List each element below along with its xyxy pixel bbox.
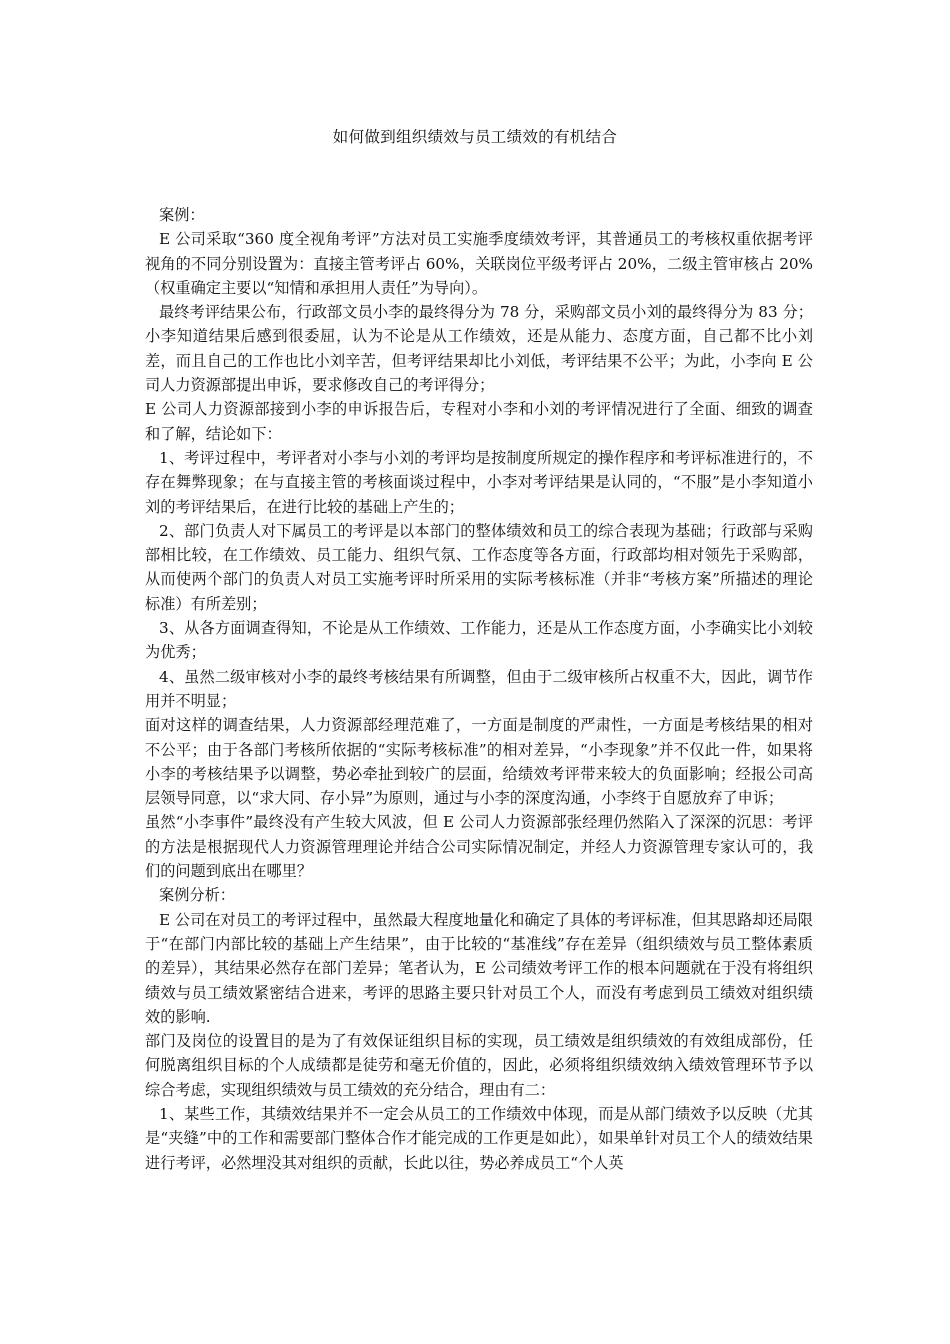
paragraph: E 公司采取“360 度全视角考评”方法对员工实施季度绩效考评，其普通员工的考核权重依据考评视角的不同分别设置为：直接主管考评占 60%，关联岗位平级考评占 20%，二级主管审核占 20%（权重确定主要以“知情和承担用人责任”为导向）。: [145, 230, 813, 297]
document-body: [145, 203, 813, 1175]
list-item: 1、考评过程中，考评者对小李与小刘的考评均是按制度所规定的操作程序和考评标准进行的，不存在舞弊现象；在与直接主管的考核面谈过程中，小李对考评结果是认同的，“不服”是小李知道小刘的考评结果后，在进行比较的基础上产生的；: [145, 448, 813, 516]
paragraph: 最终考评结果公布，行政部文员小李的最终得分为 78 分，采购部文员小刘的最终得分为 83 分；小李知道结果后感到很委屈，认为不论是从工作绩效，还是从能力、态度方面，自己都不比小刘差，而且自己的工作也比小刘辛苦，但考评结果却比小刘低，考评结果不公平；为此，小李向 E 公司人力资源部提出申诉，要求修改自己的考评得分；: [145, 303, 813, 395]
paragraph: 部门及岗位的设置目的是为了有效保证组织目标的实现，员工绩效是组织绩效的有效组成部份，任何脱离组织目标的个人成绩都是徒劳和毫无价值的，因此，必须将组织绩效纳入绩效管理环节予以综合考虑，实现组织绩效与员工绩效的充分结合，理由有二：: [145, 1032, 813, 1099]
list-item: 2、部门负责人对下属员工的考评是以本部门的整体绩效和员工的综合表现为基础；行政部与采购部相比较，在工作绩效、员工能力、组织气氛、工作态度等各方面，行政部均相对领先于采购部，从而使两个部门的负责人对员工实施考评时所采用的实际考核标准（并非“考核方案”所描述的理论标准）有所差别；: [145, 521, 813, 613]
document-title: 如何做到组织绩效与员工绩效的有机结合: [332, 128, 618, 146]
list-item: 1、某些工作，其绩效结果并不一定会从员工的工作绩效中体现，而是从部门绩效予以反映（尤其是“夹缝”中的工作和需要部门整体合作才能完成的工作更是如此），如果单针对员工个人的绩效结果进行考评，必然埋没其对组织的贡献，长此以往，势必养成员工“个人英: [145, 1104, 813, 1172]
paragraph: 面对这样的调查结果，人力资源部经理范难了，一方面是制度的严肃性，一方面是考核结果的相对不公平；由于各部门考核所依据的“实际考核标准”的相对差异，“小李现象”并不仅此一件，如果将小李的考核结果予以调整，势必牵扯到较广的层面，给绩效考评带来较大的负面影响；经报公司高层领导同意，以“求大同、存小异”为原则，通过与小李的深度沟通，小李终于自愿放弃了申诉；: [145, 716, 813, 808]
section-label-analysis: 案例分析：: [159, 886, 235, 905]
section-label-case: 案例：: [159, 206, 205, 224]
list-item: 3、从各方面调查得知，不论是从工作绩效、工作能力，还是从工作态度方面，小李确实比小刘较为优秀；: [145, 619, 813, 662]
paragraph: 虽然“小李事件”最终没有产生较大风波，但 E 公司人力资源部张经理仍然陷入了深深的沉思：考评的方法是根据现代人力资源管理理论并结合公司实际情况制定，并经人力资源管理专家认可的，我们的问题到底出在哪里？: [145, 813, 813, 881]
list-item: 4、虽然二级审核对小李的最终考核结果有所调整，但由于二级审核所占权重不大，因此，调节作用并不明显；: [145, 667, 813, 710]
paragraph: E 公司在对员工的考评过程中，虽然最大程度地量化和确定了具体的考评标准，但其思路却还局限于“在部门内部比较的基础上产生结果”，由于比较的“基准线”存在差异（组织绩效与员工整体素质的差异），其结果必然存在部门差异；笔者认为，E 公司绩效考评工作的根本问题就在于没有将组织绩效与员工绩效紧密结合进来，考评的思路主要只针对员工个人，而没有考虑到员工绩效对组织绩效的影响.: [145, 910, 813, 1026]
paragraph: E 公司人力资源部接到小李的申诉报告后，专程对小李和小刘的考评情况进行了全面、细致的调查和了解，结论如下：: [145, 400, 813, 443]
